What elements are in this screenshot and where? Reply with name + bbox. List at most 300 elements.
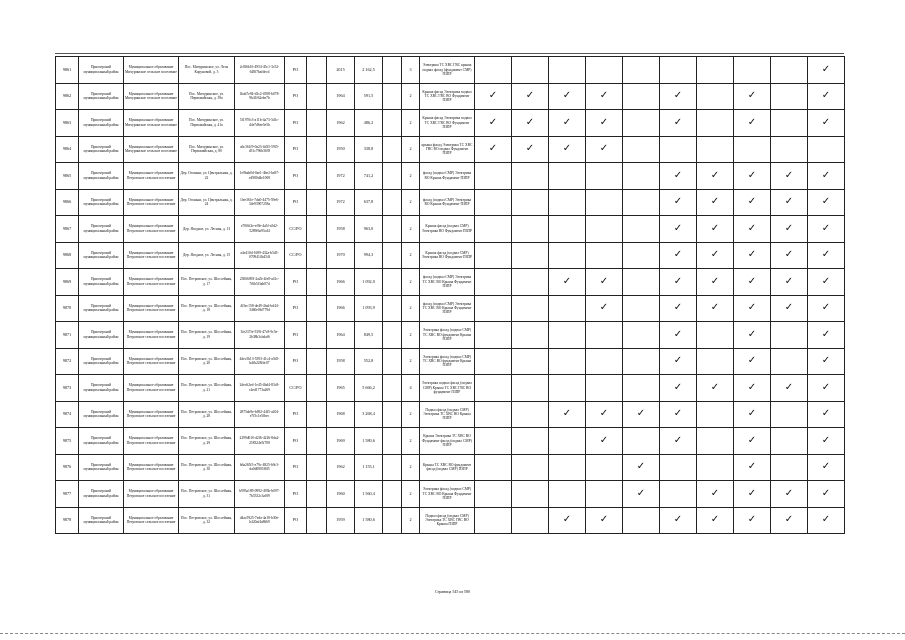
check-cell: [512, 507, 549, 534]
check-mark-icon: ✓: [747, 116, 757, 128]
table-row: [56, 507, 845, 534]
works-list-cell: Крыша фасад (подвал СМР) Электрика ВО Фундамент ПЗПР: [420, 242, 475, 269]
municipality-cell: Муниципальное образование Петровское сельское поселение: [124, 322, 179, 349]
year-cell: 1969: [327, 428, 355, 455]
check-mark-icon: ✓: [710, 169, 720, 181]
check-mark-icon: ✓: [747, 355, 757, 367]
address-cell: Пос. Петровское, ул. Шоссейная, д. 29: [179, 428, 235, 455]
check-mark-icon: ✓: [673, 249, 683, 261]
check-mark-icon: ✓: [673, 434, 683, 446]
address-cell: Пос. Петровское, ул. Шоссейная, д. 19: [179, 322, 235, 349]
year-cell: 1958: [327, 216, 355, 243]
check-mark-icon: ✓: [673, 196, 683, 208]
check-cell: [623, 401, 660, 428]
check-cell: [660, 454, 697, 481]
empty-cell: [307, 322, 327, 349]
district-cell: Приозерский муниципальный район: [79, 163, 124, 190]
check-cell: [586, 481, 623, 508]
area-cell: 741,2: [355, 163, 383, 190]
check-cell: [586, 348, 623, 375]
check-cell: [660, 507, 697, 534]
table-row: [56, 83, 845, 110]
check-mark-icon: ✓: [747, 381, 757, 393]
check-mark-icon: ✓: [747, 461, 757, 473]
check-cell: [586, 295, 623, 322]
table-row: [56, 110, 845, 137]
check-mark-icon: ✓: [821, 249, 831, 261]
check-cell: [475, 269, 512, 296]
check-cell: [549, 136, 586, 163]
empty-cell: [383, 216, 402, 243]
empty-cell: [383, 189, 402, 216]
check-cell: [475, 507, 512, 534]
check-cell: [734, 189, 771, 216]
check-mark-icon: ✓: [821, 116, 831, 128]
check-cell: [808, 322, 845, 349]
year-cell: 1966: [327, 295, 355, 322]
municipality-cell: Муниципальное образование Петровское сельское поселение: [124, 428, 179, 455]
address-cell: Пос. Петровское, ул. Шоссейная, д. 18: [179, 295, 235, 322]
ownership-type-cell: РО: [285, 428, 307, 455]
floors-cell: 2: [402, 189, 420, 216]
check-mark-icon: ✓: [673, 381, 683, 393]
area-cell: 1 580,6: [355, 428, 383, 455]
check-cell: [697, 269, 734, 296]
check-mark-icon: ✓: [710, 514, 720, 526]
check-cell: [660, 348, 697, 375]
check-mark-icon: ✓: [821, 90, 831, 102]
ownership-type-cell: РО: [285, 189, 307, 216]
table-body: [56, 57, 845, 534]
floors-cell: 2: [402, 163, 420, 190]
check-mark-icon: ✓: [821, 487, 831, 499]
area-cell: 994,3: [355, 242, 383, 269]
check-mark-icon: ✓: [784, 169, 794, 181]
check-cell: [512, 57, 549, 84]
floors-cell: 2: [402, 322, 420, 349]
check-cell: [697, 83, 734, 110]
check-mark-icon: ✓: [821, 355, 831, 367]
table-row: [56, 57, 845, 84]
check-cell: [808, 428, 845, 455]
district-cell: Приозерский муниципальный район: [79, 136, 124, 163]
check-cell: [660, 57, 697, 84]
year-cell: 1965: [327, 375, 355, 402]
check-mark-icon: ✓: [673, 514, 683, 526]
check-cell: [660, 269, 697, 296]
check-cell: [549, 348, 586, 375]
works-list-cell: Подвал фасад (подвал СМР) Электрика ТС ХВС ВО Крыша ПЗПР: [420, 401, 475, 428]
area-cell: 591,5: [355, 83, 383, 110]
check-cell: [475, 401, 512, 428]
check-cell: [734, 295, 771, 322]
works-list-cell: Электрика фасад (подвал СМР) ТС ХВС ВО Крыша Фундамент ПЗПР: [420, 481, 475, 508]
year-cell: 1970: [327, 242, 355, 269]
address-cell: Дер. Ягодное, ул. Лесная, д. 13: [179, 216, 235, 243]
check-mark-icon: ✓: [747, 408, 757, 420]
check-cell: [623, 163, 660, 190]
check-cell: [660, 83, 697, 110]
address-cell: Пос. Петровское, ул. Шоссейная, д. 32: [179, 507, 235, 534]
check-mark-icon: ✓: [710, 275, 720, 287]
district-cell: Приозерский муниципальный район: [79, 57, 124, 84]
municipality-cell: Муниципальное образование Петровское сельское поселение: [124, 454, 179, 481]
table-row: [56, 481, 845, 508]
table-row: [56, 163, 845, 190]
check-cell: [512, 375, 549, 402]
row-number: 9872: [56, 348, 79, 375]
address-cell: Пос. Петровское, ул. Шоссейная, д. 30: [179, 454, 235, 481]
area-cell: 1 580,6: [355, 507, 383, 534]
check-cell: [771, 481, 808, 508]
check-mark-icon: ✓: [747, 169, 757, 181]
district-cell: Приозерский муниципальный район: [79, 189, 124, 216]
check-cell: [771, 348, 808, 375]
check-mark-icon: ✓: [747, 222, 757, 234]
check-cell: [549, 428, 586, 455]
floors-cell: 4: [402, 375, 420, 402]
check-mark-icon: ✓: [821, 461, 831, 473]
year-cell: 2015: [327, 57, 355, 84]
works-list-cell: Электрика подвал фасад (подвал СМР) Крыша ТС ХВС ГВС ВО фундамент ПЗПР: [420, 375, 475, 402]
fias-code-cell: e70f6f2e-ef9e-4a5f-a5d2-5289f6a93cd4: [235, 216, 285, 243]
check-cell: [660, 242, 697, 269]
check-cell: [623, 454, 660, 481]
check-cell: [771, 375, 808, 402]
check-mark-icon: ✓: [747, 275, 757, 287]
empty-cell: [307, 189, 327, 216]
ownership-type-cell: РО: [285, 83, 307, 110]
check-cell: [660, 110, 697, 137]
address-cell: Пос. Петровское, ул. Шоссейная, д. 28: [179, 401, 235, 428]
check-cell: [771, 507, 808, 534]
year-cell: 1968: [327, 401, 355, 428]
works-list-cell: фасад (подвал СМР) Электрика ВО Крыша Фундамент ПЗПР: [420, 163, 475, 190]
check-cell: [734, 83, 771, 110]
check-cell: [697, 375, 734, 402]
top-rule: [55, 53, 844, 54]
check-cell: [697, 454, 734, 481]
check-cell: [771, 428, 808, 455]
check-cell: [549, 163, 586, 190]
check-cell: [623, 428, 660, 455]
address-cell: Дер. Огоньки, ул. Центральная, д. 24: [179, 189, 235, 216]
fias-code-cell: 2299d010-d2f6-4226-8da2-258324e5f708: [235, 428, 285, 455]
empty-cell: [307, 375, 327, 402]
floors-cell: 2: [402, 481, 420, 508]
check-mark-icon: ✓: [784, 275, 794, 287]
check-mark-icon: ✓: [821, 408, 831, 420]
district-cell: Приозерский муниципальный район: [79, 110, 124, 137]
check-mark-icon: ✓: [784, 381, 794, 393]
table-row: [56, 322, 845, 349]
check-cell: [586, 322, 623, 349]
municipality-cell: Муниципальное образование Петровское сельское поселение: [124, 348, 179, 375]
district-cell: Приозерский муниципальный район: [79, 428, 124, 455]
table-row: [56, 136, 845, 163]
municipality-cell: Муниципальное образование Петровское сельское поселение: [124, 295, 179, 322]
check-cell: [808, 401, 845, 428]
year-cell: 1964: [327, 322, 355, 349]
check-cell: [734, 428, 771, 455]
register-table: [55, 56, 845, 534]
check-mark-icon: ✓: [525, 90, 535, 102]
check-mark-icon: ✓: [784, 487, 794, 499]
empty-cell: [383, 57, 402, 84]
check-cell: [697, 163, 734, 190]
works-list-cell: Крыша Электрика ТС ХВС ВО Фундамент фасад (подвал СМР) ПЗПР: [420, 428, 475, 455]
works-list-cell: крыша фасад Электрика ТС ХВС ГВС ВО подвал Фундамент ПЗПР: [420, 136, 475, 163]
municipality-cell: Муниципальное образование Петровское сельское поселение: [124, 163, 179, 190]
check-cell: [771, 189, 808, 216]
check-mark-icon: ✓: [599, 275, 609, 287]
row-number: 9875: [56, 428, 79, 455]
check-cell: [734, 454, 771, 481]
check-cell: [771, 163, 808, 190]
empty-cell: [307, 348, 327, 375]
empty-cell: [383, 110, 402, 137]
check-cell: [660, 481, 697, 508]
check-mark-icon: ✓: [747, 249, 757, 261]
check-mark-icon: ✓: [673, 408, 683, 420]
ownership-type-cell: СС/РО: [285, 242, 307, 269]
check-mark-icon: ✓: [673, 275, 683, 287]
fias-code-cell: 4dec5b13-5393-41c4-a5d5-bdfb228fdc07: [235, 348, 285, 375]
check-cell: [808, 136, 845, 163]
empty-cell: [307, 428, 327, 455]
district-cell: Приозерский муниципальный район: [79, 507, 124, 534]
check-mark-icon: ✓: [525, 143, 535, 155]
check-cell: [623, 481, 660, 508]
check-cell: [697, 481, 734, 508]
check-cell: [623, 57, 660, 84]
check-cell: [623, 322, 660, 349]
check-mark-icon: ✓: [710, 487, 720, 499]
check-mark-icon: ✓: [821, 196, 831, 208]
year-cell: 1966: [327, 269, 355, 296]
check-cell: [475, 428, 512, 455]
empty-cell: [383, 269, 402, 296]
year-cell: 1964: [327, 83, 355, 110]
check-cell: [660, 189, 697, 216]
check-cell: [549, 242, 586, 269]
check-cell: [586, 269, 623, 296]
check-cell: [586, 428, 623, 455]
works-list-cell: фасад (подвал СМР) Электрика ТС ХВС ВО Крыша Фундамент ПЗПР: [420, 269, 475, 296]
fias-code-cell: 1fee361e-7da0-4475-59e6-34e93907258a: [235, 189, 285, 216]
check-mark-icon: ✓: [821, 63, 831, 75]
works-list-cell: фасад (подвал СМР) Электрика ТС ХВС ВО Крыша Фундамент ПЗПР: [420, 295, 475, 322]
works-list-cell: Электрика фасад (подвал СМР) ТС ХВС ВО фундамент Крыша ПЗПР: [420, 322, 475, 349]
empty-cell: [307, 136, 327, 163]
check-cell: [808, 454, 845, 481]
check-cell: [808, 189, 845, 216]
check-mark-icon: ✓: [673, 355, 683, 367]
check-cell: [475, 348, 512, 375]
check-mark-icon: ✓: [636, 408, 646, 420]
check-cell: [660, 428, 697, 455]
table-row: [56, 242, 845, 269]
address-cell: Пос. Мичуринское, ул. Первомайская, д. 41а: [179, 110, 235, 137]
check-cell: [586, 136, 623, 163]
check-cell: [623, 242, 660, 269]
empty-cell: [307, 216, 327, 243]
check-mark-icon: ✓: [599, 514, 609, 526]
empty-cell: [307, 507, 327, 534]
check-mark-icon: ✓: [747, 328, 757, 340]
check-cell: [475, 110, 512, 137]
floors-cell: 2: [402, 428, 420, 455]
row-number: 9876: [56, 454, 79, 481]
area-cell: 5 666,2: [355, 375, 383, 402]
check-cell: [586, 242, 623, 269]
check-mark-icon: ✓: [747, 196, 757, 208]
check-cell: [808, 507, 845, 534]
ownership-type-cell: РО: [285, 454, 307, 481]
check-cell: [660, 216, 697, 243]
check-cell: [512, 401, 549, 428]
check-cell: [512, 110, 549, 137]
check-mark-icon: ✓: [821, 434, 831, 446]
check-mark-icon: ✓: [710, 196, 720, 208]
fias-code-cell: 1e9bab0d-0ae1-4be2-ba97-e4980d4e1069: [235, 163, 285, 190]
check-mark-icon: ✓: [673, 90, 683, 102]
check-cell: [586, 57, 623, 84]
page-footer: Страница 545 из 580: [434, 589, 471, 594]
ownership-type-cell: РО: [285, 507, 307, 534]
check-cell: [660, 375, 697, 402]
district-cell: Приозерский муниципальный район: [79, 454, 124, 481]
check-cell: [549, 454, 586, 481]
check-cell: [734, 242, 771, 269]
scan-edge: [0, 633, 905, 634]
check-mark-icon: ✓: [710, 381, 720, 393]
table-row: [56, 269, 845, 296]
address-cell: Дер. Ягодное, ул. Лесная, д. 15: [179, 242, 235, 269]
check-cell: [771, 454, 808, 481]
municipality-cell: Муниципальное образование Петровское сельское поселение: [124, 507, 179, 534]
row-number: 9861: [56, 57, 79, 84]
floors-cell: 2: [402, 242, 420, 269]
check-mark-icon: ✓: [747, 514, 757, 526]
empty-cell: [383, 348, 402, 375]
fias-code-cell: 1bab7e94-d3c2-4958-b078-9b41f62ebe7b: [235, 83, 285, 110]
empty-cell: [383, 295, 402, 322]
empty-cell: [307, 110, 327, 137]
fias-code-cell: 23066093-2a2b-4fe0-a41c-7f6b5f3ab07d: [235, 269, 285, 296]
check-mark-icon: ✓: [821, 169, 831, 181]
table-row: [56, 295, 845, 322]
address-cell: Пос. Мичуринское, ул. Первомайская, д. 8б: [179, 136, 235, 163]
empty-cell: [307, 83, 327, 110]
empty-cell: [383, 83, 402, 110]
check-cell: [475, 242, 512, 269]
works-list-cell: Электрика фасад (подвал СМР) ТС ХВС ВО фундамент Крыша ПЗПР: [420, 348, 475, 375]
check-mark-icon: ✓: [488, 143, 498, 155]
check-cell: [771, 83, 808, 110]
empty-cell: [383, 163, 402, 190]
check-mark-icon: ✓: [562, 514, 572, 526]
check-cell: [734, 163, 771, 190]
check-cell: [808, 295, 845, 322]
floors-cell: 2: [402, 507, 420, 534]
check-mark-icon: ✓: [710, 249, 720, 261]
check-mark-icon: ✓: [784, 514, 794, 526]
check-cell: [734, 110, 771, 137]
ownership-type-cell: РО: [285, 481, 307, 508]
ownership-type-cell: РО: [285, 348, 307, 375]
year-cell: 1958: [327, 348, 355, 375]
check-mark-icon: ✓: [747, 90, 757, 102]
check-cell: [549, 375, 586, 402]
year-cell: 1972: [327, 189, 355, 216]
row-number: 9864: [56, 136, 79, 163]
area-cell: 963,0: [355, 216, 383, 243]
municipality-cell: Муниципальное образование Петровское сельское поселение: [124, 216, 179, 243]
check-cell: [512, 348, 549, 375]
check-cell: [697, 242, 734, 269]
table-row: [56, 189, 845, 216]
works-list-cell: Крыша фасад Электрика подвал ТС ХВС ГВС ВО Фундамент ПЗПР: [420, 110, 475, 137]
check-cell: [512, 163, 549, 190]
check-cell: [586, 83, 623, 110]
check-cell: [549, 83, 586, 110]
check-cell: [697, 428, 734, 455]
check-cell: [771, 216, 808, 243]
check-cell: [623, 348, 660, 375]
row-number: 9866: [56, 189, 79, 216]
check-cell: [771, 401, 808, 428]
municipality-cell: Муниципальное образование Мичуринское сельское поселение: [124, 136, 179, 163]
check-cell: [623, 136, 660, 163]
check-cell: [512, 136, 549, 163]
municipality-cell: Муниципальное образование Петровское сельское поселение: [124, 375, 179, 402]
empty-cell: [383, 136, 402, 163]
check-mark-icon: ✓: [821, 328, 831, 340]
check-cell: [549, 481, 586, 508]
check-mark-icon: ✓: [784, 249, 794, 261]
works-list-cell: Крыша ТС ХВС ВО фундамент фасад (подвал СМР) ПЗПР: [420, 454, 475, 481]
ownership-type-cell: РО: [285, 295, 307, 322]
fias-code-cell: b993a189-0992-493b-b097-7b5332c3a0f9: [235, 481, 285, 508]
check-cell: [549, 507, 586, 534]
row-number: 9868: [56, 242, 79, 269]
empty-cell: [383, 375, 402, 402]
empty-cell: [383, 401, 402, 428]
check-cell: [512, 454, 549, 481]
check-cell: [549, 295, 586, 322]
works-list-cell: Крыша фасад Электрика подвал ТС ХВС ГВС ВО Фундамент ПЗПР: [420, 83, 475, 110]
check-cell: [660, 136, 697, 163]
check-cell: [808, 481, 845, 508]
check-cell: [586, 507, 623, 534]
check-cell: [475, 481, 512, 508]
check-mark-icon: ✓: [821, 514, 831, 526]
check-cell: [734, 375, 771, 402]
year-cell: 1962: [327, 454, 355, 481]
area-cell: 1 560,4: [355, 481, 383, 508]
check-cell: [771, 322, 808, 349]
check-cell: [623, 295, 660, 322]
municipality-cell: Муниципальное образование Петровское сельское поселение: [124, 269, 179, 296]
check-mark-icon: ✓: [562, 90, 572, 102]
check-mark-icon: ✓: [821, 302, 831, 314]
check-mark-icon: ✓: [673, 328, 683, 340]
table-row: [56, 401, 845, 428]
check-mark-icon: ✓: [710, 222, 720, 234]
check-mark-icon: ✓: [673, 302, 683, 314]
check-cell: [697, 216, 734, 243]
